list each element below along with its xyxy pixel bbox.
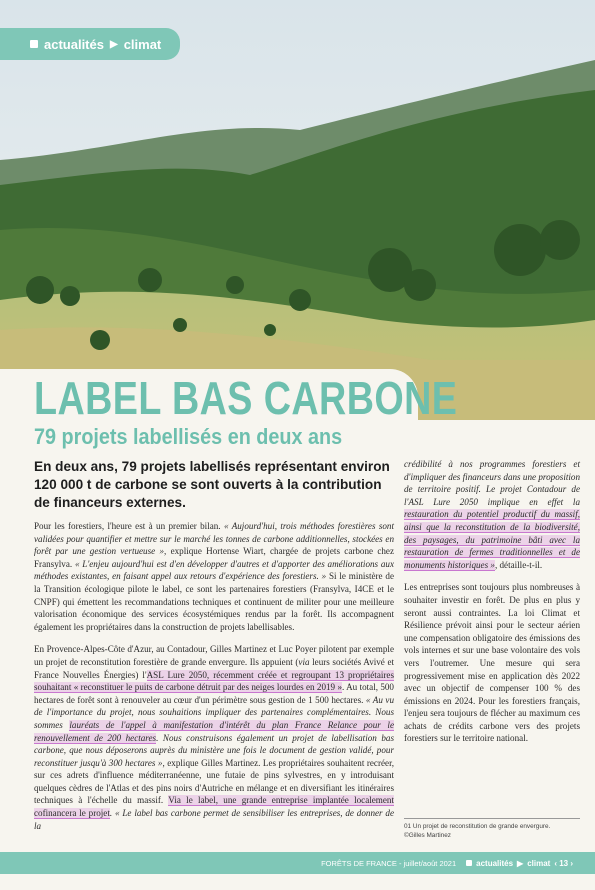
highlighted-text: lauréats de l'appel à manifestation d'intérêt du plan France Relance pour le renouvellement de 200 hectares xyxy=(34,719,394,743)
highlighted-text: ASL Lure 2050, récemment créée et regroupant 13 propriétaires souhaitant « reconstituer le puits de carbone détruit par des neiges lourdes en 2019 » xyxy=(34,669,394,693)
triangle-right-icon: ▶ xyxy=(109,38,118,50)
square-icon xyxy=(30,40,38,48)
footer-section: actualités ▶ climat ‹ 13 › xyxy=(466,859,573,868)
subsection-label: climat xyxy=(123,36,162,52)
publication-info: FORÊTS DE FRANCE - juillet/août 2021 xyxy=(321,858,457,868)
article-lead: En deux ans, 79 projets labellisés représentant environ 120 000 t de carbone se sont ouverts à la contribution de financeurs externes. xyxy=(34,459,390,510)
paragraph: En Provence-Alpes-Côte d'Azur, au Contadour, Gilles Martinez et Luc Poyer pilotent par exemple un projet de reconstitution forestière de grande envergure. Ils appuient (via leurs sociétés Avivé et France Nouvelles Énergies) l'ASL Lure 2050, récemment créée et regroupant 13 propriétaires souhaitant « reconstituer le puits de carbone détruit par des neiges lourdes en 2019 ». Au total, 500 hectares de forêt sont à renouveler au cœur d'un périmètre sous gestion de 1 500 hectares. « Au vu de l'importance du projet, nous souhaitions impliquer des partenaires complémentaires. Nous sommes lauréats de l'appel à manifestation d'intérêt du plan France Relance pour le renouvellement de 200 hectares. Nous construisons également un projet de labellisation bas carbone, que nous déposerons auprès du ministère une fois le document de gestion validé, pour reconstituer jusqu'à 300 hectares », explique Gilles Martinez. Les propriétaires souhaitent recréer, sur ces adrets d'influence méditerranéenne, une futaie de pins sylvestres, en y introduisant quelques cèdres de l'Atlas et des pins noirs d'Autriche en mélange et en diversifiant les itinéraires techniques à l'échelle du massif. Via le label, une grande entreprise implantée localement cofinancera le projet. « Le label bas carbone permet de sensibiliser les entreprises, de donner de la xyxy=(34,644,395,831)
section-label: actualités xyxy=(44,36,104,52)
paragraph: Les entreprises sont toujours plus nombreuses à souhaiter investir en forêt. De plus en plus y seront aussi contraintes. La loi Climat et Résilience prévoit ainsi pour le secteur aérien une compensation obligatoire des émissions des vols internes et sur une base volontaire des vols vers l'outremer. Une mesure qui sera progressivement mise en application dès 2022 avec un objectif de compenser 100 % des émissions en 2024. Pour les forestiers français, l'enjeu sera toujours de flécher au maximum ces achats de crédits carbone vers des projets forestiers sur le territoire national. xyxy=(404,582,580,744)
article-photo xyxy=(0,0,595,420)
triangle-right-icon: ▶ xyxy=(517,858,524,868)
section-tab xyxy=(0,28,180,60)
text-column-left xyxy=(34,520,394,842)
square-icon xyxy=(466,860,472,866)
photo-caption: 01 Un projet de reconstitution de grande envergure. ©Gilles Martinez xyxy=(404,818,580,840)
highlighted-text: Via le label, une grande entreprise implantée localement cofinancera le projet xyxy=(34,795,394,819)
page-footer xyxy=(0,852,595,874)
paragraph: Pour les forestiers, l'heure est à un premier bilan. « Aujourd'hui, trois méthodes forestières sont validées pour quantifier et mettre sur le marché les tonnes de carbone additionnelles, stockées en forêt par une gestion vertueuse », explique Hortense Wiart, chargée de projets carbone chez Fransylva. « L'enjeu aujourd'hui est d'en développer d'autres et d'apporter des améliorations aux méthodes existantes, en faisant appel aux retours d'expérience des forestiers. » Si le ministère de la Transition écologique pilote le label, ce sont les partenaires forestiers (Fransylva, I4CE et le CNPF) qui émettent les recommandations techniques et continuent de militer pour une meilleure valorisation économique des services écosystémiques rendus par la forêt. Ils accompagnent également les propriétaires dans la construction de projets labellisables. xyxy=(34,521,394,632)
article-title: LABEL BAS CARBONE xyxy=(34,372,458,424)
text-column-right xyxy=(404,458,580,755)
highlighted-text: restauration du potentiel productif du massif, ainsi que la reconstitution de la biodiversité, des paysages, du patrimoine bâti avec la restauration de fermes traditionnelles et de monuments historiques » xyxy=(404,509,580,570)
article-subtitle: 79 projets labellisés en deux ans xyxy=(34,424,343,449)
paragraph: crédibilité à nos programmes forestiers et d'impliquer des financeurs dans une proposition de territoire positif. Le projet Contadour de l'ASL Lure 2050 implique en effet la restauration du potentiel productif du massif, ainsi que la reconstitution de la biodiversité, des paysages, du patrimoine bâti avec la restauration de fermes traditionnelles et de monuments historiques », détaille-t-il. xyxy=(404,459,580,570)
page-number: ‹ 13 › xyxy=(554,858,573,868)
